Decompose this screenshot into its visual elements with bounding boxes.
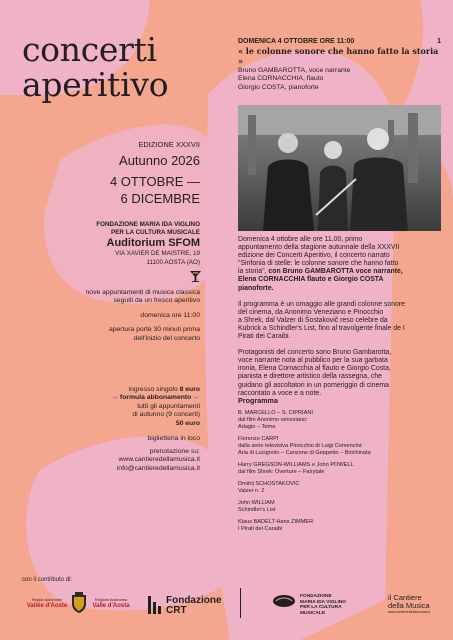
program-item xyxy=(238,519,443,533)
p3-line: voce narrante nota al pubblico per la sua garbata xyxy=(238,357,388,365)
viglino-line4: MUSICALE xyxy=(300,610,326,616)
ticket-single-price: 8 euro xyxy=(179,386,200,393)
performer-2: Elena CORNACCHIA, flauto xyxy=(238,75,324,83)
venue-address-1: VIA XAVIER DE MAISTRE, 19 xyxy=(115,250,200,257)
program-piece: I Pirati dei Caraibi xyxy=(238,526,283,532)
venue-name: Auditorium SFOM xyxy=(106,237,200,249)
p1-bold-line: Elena CORNACCHIA flauto e Giorgio COSTA xyxy=(238,276,384,284)
season-label: Autunno 2026 xyxy=(119,153,200,168)
program-item xyxy=(238,481,443,495)
region-vda-logo-fr xyxy=(26,598,68,610)
program-piece: Adagio – Tema xyxy=(238,424,276,430)
program-composer: Dmitrij SCHOSTAKOVIC xyxy=(238,481,300,487)
program-piece: Valzer n. 2 xyxy=(238,488,265,494)
p2-line: a Shrek, dal Valzer di Šostakovič reso celebre da xyxy=(238,316,388,324)
sponsors-label: con il contributo di: xyxy=(22,577,73,583)
p2-line: Kubrick a Schindler's List, fino al travolgente finale de I xyxy=(238,324,405,332)
poster-title xyxy=(22,32,168,102)
p1-line: appuntamento della stagione autunnale della XXXVII xyxy=(238,244,400,252)
p3-line: raccontato a voce e a note. xyxy=(238,389,322,397)
program-composer: John WILLIAM xyxy=(238,500,275,506)
tickets-block xyxy=(10,386,200,443)
cantiere-line2: della Musica xyxy=(388,601,430,610)
p1-line: edizione dei Concerti Aperitivo, il concerto narrato xyxy=(238,252,390,260)
program-piece: dal film Anonimo veneziano: xyxy=(238,417,308,423)
program-piece: dal film Shrek: Overture – Fairytale xyxy=(238,469,325,475)
concert-description xyxy=(238,236,443,398)
p3-line: pianista e direttore artistico della rassegna, che xyxy=(238,373,383,381)
ticket-single xyxy=(10,386,200,394)
program-composer: Klaus BADELT-Hans ZIMMER xyxy=(238,519,314,525)
booking-email-link[interactable]: info@cantieredellamusica.it xyxy=(116,464,200,472)
crt-line2: CRT xyxy=(166,605,187,616)
program-piece: Aria di Lucignolo – Canzone di Geppetto – Birichinata xyxy=(238,450,371,456)
crt-line1: Fondazione xyxy=(166,595,222,606)
venue-address-2: 11100 AOSTA (AO) xyxy=(146,259,200,266)
ticket-sub-line-2: di autunno (9 concerti) xyxy=(132,411,200,419)
p1-line: Domenica 4 ottobre alle ore 11.00, primo xyxy=(238,236,363,243)
booking-label: prenotazione su: xyxy=(149,448,200,455)
region2-line1: Regione Autonoma xyxy=(94,598,128,602)
p3-line: ironia, Elena Cornacchia al flauto e Giorgio Costa, xyxy=(238,365,391,373)
crt-logo-text xyxy=(166,596,222,616)
ticket-single-label: ingresso singolo xyxy=(128,386,180,393)
info-line-2: seguiti da un fresco aperitivo xyxy=(113,297,200,305)
p2-line: del cinema, da Anonimo Veneziano e Pinocchio xyxy=(238,308,384,316)
viglino-logo-text xyxy=(300,594,346,616)
cantiere-line1: il Cantiere xyxy=(388,593,422,602)
region1-line2: Vallée d'Aoste xyxy=(26,602,68,609)
performers-photo xyxy=(238,105,441,231)
sponsor-divider xyxy=(240,588,241,618)
paragraph-1 xyxy=(238,236,443,293)
program-block xyxy=(238,396,443,533)
p3-line: Protagonisti del concerto sono Bruno Gambarotta, xyxy=(238,349,392,357)
program-piece: Schindler's List xyxy=(238,507,276,513)
program-composer: B. MARCELLO – S. CIPRIANI xyxy=(238,410,313,416)
p1-bold-tail: con Bruno GAMBAROTTA voce narrante, xyxy=(268,268,403,276)
paragraph-2 xyxy=(238,301,443,341)
info-doors-1: apertura porte 30 minuti prima xyxy=(108,326,200,334)
performer-3: Giorgio COSTA, pianoforte xyxy=(238,83,319,91)
p2-line: Il programma è un omaggio alle grandi colonne sonore xyxy=(238,300,406,308)
edition-label: EDIZIONE XXXVII xyxy=(138,140,200,149)
booking-web-link[interactable]: www.cantieredellamusica.it xyxy=(118,456,200,464)
program-item xyxy=(238,410,443,431)
date-end: 6 DICEMBRE xyxy=(120,191,200,206)
program-item xyxy=(238,436,443,457)
p1-line: la storia", xyxy=(238,268,269,276)
venue-block xyxy=(20,221,200,267)
region2-line2: Valle d'Aosta xyxy=(92,602,130,609)
viglino-line3: PER LA CULTURA xyxy=(300,605,342,611)
concert-date: DOMENICA 4 OTTOBRE ORE 11:00 xyxy=(238,38,355,45)
performer-1: Bruno GAMBAROTTA, voce narrante xyxy=(238,67,351,74)
performers-list xyxy=(238,67,441,92)
region-vda-logo-it xyxy=(90,598,132,610)
p1-line-mixed xyxy=(238,268,443,276)
p2-line: Pirati dei Caraibi. xyxy=(238,333,291,341)
program-heading: Programma xyxy=(238,396,278,405)
concert-title: « le colonne sonore che hanno fatto la storia » xyxy=(238,46,439,66)
concert-header xyxy=(238,37,441,92)
region1-line1: Région Autonome xyxy=(31,598,63,602)
coat-of-arms-icon xyxy=(70,592,88,614)
cocktail-glass-icon xyxy=(190,271,201,282)
paragraph-3 xyxy=(238,349,443,398)
ticket-sub-price: 50 euro xyxy=(175,419,200,427)
viglino-line2: MARIA IDA VIGLINO xyxy=(300,599,347,605)
booking-block xyxy=(10,448,200,473)
edition-block xyxy=(20,140,200,207)
program-item xyxy=(238,462,443,476)
p1-bold-line: pianoforte. xyxy=(238,284,274,292)
viglino-logo-icon xyxy=(272,594,296,608)
info-doors-2: dell'inizio del concerto xyxy=(133,334,200,342)
viglino-line1: FONDAZIONE xyxy=(300,594,332,599)
program-composer: Fiorenzo CARPI xyxy=(238,436,279,442)
title-line-2: aperitivo xyxy=(22,65,169,104)
performers-photo-image xyxy=(238,105,441,231)
info-block xyxy=(10,289,200,343)
program-item xyxy=(238,500,443,514)
program-piece: dalla serie televisiva Pinocchio di Luigi Comencini: xyxy=(238,443,363,449)
info-time: domenica ore 11:00 xyxy=(140,311,200,319)
cantiere-logo xyxy=(388,594,443,615)
ticket-sub-line-1: tutti gli appuntamenti xyxy=(137,402,200,410)
date-start: 4 OTTOBRE — xyxy=(109,174,200,189)
cantiere-web: www.cantieredellamusica.it xyxy=(388,610,431,614)
ticket-subscription: → formula abbonamento ← xyxy=(111,394,200,402)
box-office: biglietteria in loco xyxy=(147,435,200,443)
p1-line: "Sinfonia di stelle: le colonne sonore che hanno fatto xyxy=(238,260,399,268)
info-line-1: nove appuntamenti di musica classica xyxy=(85,289,200,296)
p3-line: guidano gli ascoltatori in un pomeriggio di cinema xyxy=(238,381,389,389)
concert-number: 1 xyxy=(437,38,441,45)
crt-logo-icon xyxy=(148,596,162,614)
program-composer: Harry GREGSON-WILLIAMS e John POWELL xyxy=(238,462,354,468)
title-line-1: concerti xyxy=(22,30,157,69)
venue-org-line-1: FONDAZIONE MARIA IDA VIGLINO xyxy=(96,221,200,228)
venue-org-line-2: PER LA CULTURA MUSICALE xyxy=(111,229,200,236)
